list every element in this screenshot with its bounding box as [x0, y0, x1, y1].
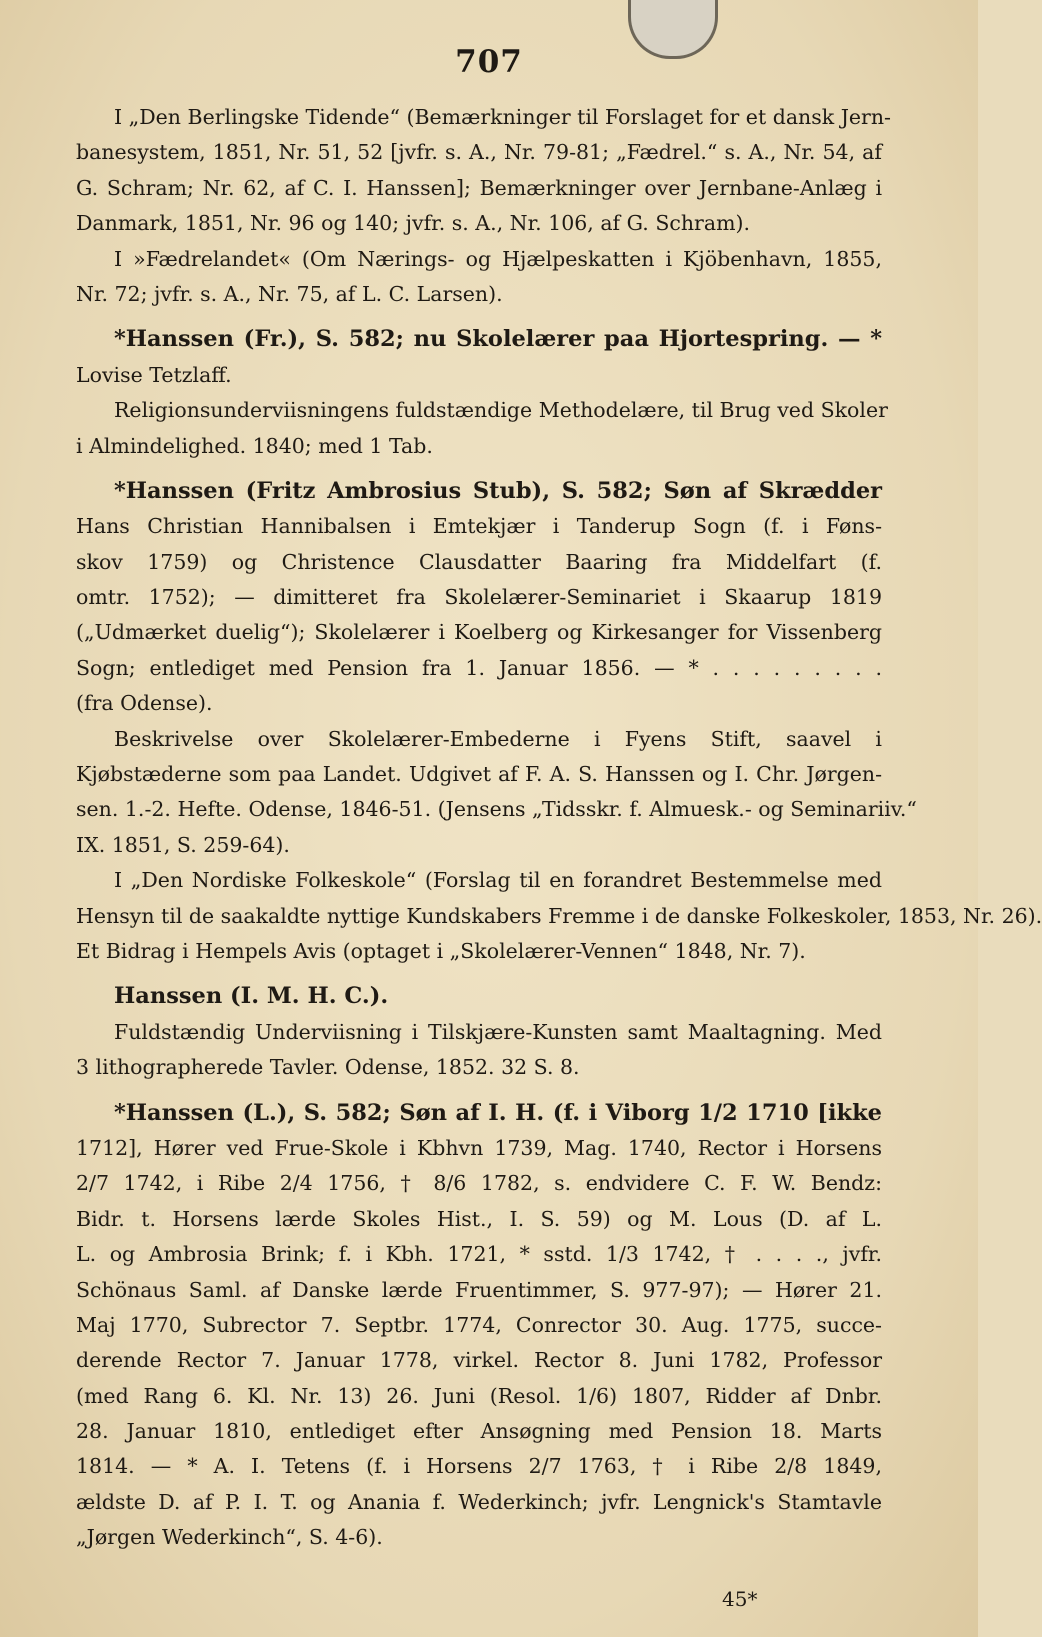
entry-heading: *Hanssen (Fr.), S. 582; nu Skolelærer paa Hjortespring. — *: [114, 326, 882, 353]
text-line: Religionsunderviisningens fuldstændige Methodelære, til Brug ved Skoler: [114, 398, 888, 423]
text-line: Maj 1770, Subrector 7. Septbr. 1774, Conrector 30. Aug. 1775, succe-: [76, 1312, 882, 1337]
text-line: Schönaus Saml. af Danske lærde Fruentimmer, S. 977-97); — Hører 21.: [76, 1277, 882, 1302]
text-line: Nr. 72; jvfr. s. A., Nr. 75, af L. C. Larsen).: [76, 281, 503, 306]
text-line: 28. Januar 1810, entlediget efter Ansøgning med Pension 18. Marts: [76, 1419, 882, 1444]
text-line: 3 lithographerede Tavler. Odense, 1852. 32 S. 8.: [76, 1055, 580, 1080]
text-line: ældste D. af P. I. T. og Anania f. Wederkinch; jvfr. Lengnick's Stamtavle: [76, 1489, 882, 1514]
text-line: Bidr. t. Horsens lærde Skoles Hist., I. S. 59) og M. Lous (D. af L.: [76, 1206, 882, 1231]
text-line: „Jørgen Wederkinch“, S. 4-6).: [76, 1525, 383, 1550]
text-line: Hans Christian Hannibalsen i Emtekjær i Tanderup Sogn (f. i Føns-: [76, 514, 882, 539]
text-line: Sogn; entlediget med Pension fra 1. Januar 1856. — * . . . . . . . . .: [76, 655, 882, 680]
text-line: banesystem, 1851, Nr. 51, 52 [jvfr. s. A., Nr. 79-81; „Fædrel.“ s. A., Nr. 54, af: [76, 140, 882, 165]
text-line: 1814. — * A. I. Tetens (f. i Horsens 2/7 1763, † i Ribe 2/8 1849,: [76, 1454, 882, 1479]
text-line: IX. 1851, S. 259-64).: [76, 832, 290, 857]
text-line: 1712], Hører ved Frue-Skole i Kbhvn 1739, Mag. 1740, Rector i Horsens: [76, 1135, 882, 1160]
entry-heading: Hanssen (I. M. H. C.).: [114, 983, 389, 1010]
text-line: Danmark, 1851, Nr. 96 og 140; jvfr. s. A., Nr. 106, af G. Schram).: [76, 211, 751, 236]
text-line: Fuldstændig Underviisning i Tilskjære-Kunsten samt Maaltagning. Med: [114, 1019, 882, 1044]
page-text: [76, 100, 1042, 1556]
text-line: Et Bidrag i Hempels Avis (optaget i „Skolelærer-Vennen“ 1848, Nr. 7).: [76, 938, 806, 963]
text-line: Lovise Tetzlaff.: [76, 362, 232, 387]
text-line: skov 1759) og Christence Clausdatter Baaring fra Middelfart (f.: [76, 549, 882, 574]
text-line: Beskrivelse over Skolelærer-Embederne i Fyens Stift, saavel i: [114, 726, 882, 751]
text-line: i Almindelighed. 1840; med 1 Tab.: [76, 433, 433, 458]
text-line: („Udmærket duelig“); Skolelærer i Koelberg og Kirkesanger for Vissenberg: [76, 620, 882, 645]
text-line: G. Schram; Nr. 62, af C. I. Hanssen]; Bemærkninger over Jernbane-Anlæg i: [76, 175, 882, 200]
text-line: derende Rector 7. Januar 1778, virkel. Rector 8. Juni 1782, Professor: [76, 1348, 882, 1373]
text-line: Kjøbstæderne som paa Landet. Udgivet af F. A. S. Hanssen og I. Chr. Jørgen-: [76, 762, 882, 787]
entry-heading: *Hanssen (L.), S. 582; Søn af I. H. (f. i Viborg 1/2 1710 [ikke: [114, 1099, 882, 1126]
text-line: Hensyn til de saakaldte nyttige Kundskabers Fremme i de danske Folkeskoler, 1853, Nr. 26).: [76, 903, 1042, 928]
text-line: (med Rang 6. Kl. Nr. 13) 26. Juni (Resol. 1/6) 1807, Ridder af Dnbr.: [76, 1383, 882, 1408]
text-line: I „Den Nordiske Folkeskole“ (Forslag til en forandret Bestemmelse med: [114, 868, 882, 893]
text-line: I „Den Berlingske Tidende“ (Bemærkninger til Forslaget for et dansk Jern-: [114, 105, 891, 129]
text-line: 2/7 1742, i Ribe 2/4 1756, † 8/6 1782, s. endvidere C. F. W. Bendz:: [76, 1171, 882, 1196]
page-number: 707: [455, 44, 523, 80]
text-line: omtr. 1752); — dimitteret fra Skolelærer-Seminariet i Skaarup 1819: [76, 585, 882, 610]
signature-mark: 45*: [722, 1587, 758, 1611]
entry-heading: *Hanssen (Fritz Ambrosius Stub), S. 582; Søn af Skrædder: [114, 477, 882, 504]
text-line: L. og Ambrosia Brink; f. i Kbh. 1721, * sstd. 1/3 1742, † . . . ., jvfr.: [76, 1242, 882, 1267]
text-line: sen. 1.-2. Hefte. Odense, 1846-51. (Jensens „Tidsskr. f. Almuesk.- og Seminariiv.“: [76, 797, 917, 822]
text-line: I »Fædrelandet« (Om Nærings- og Hjælpeskatten i Kjöbenhavn, 1855,: [114, 246, 882, 271]
text-line: (fra Odense).: [76, 691, 213, 716]
